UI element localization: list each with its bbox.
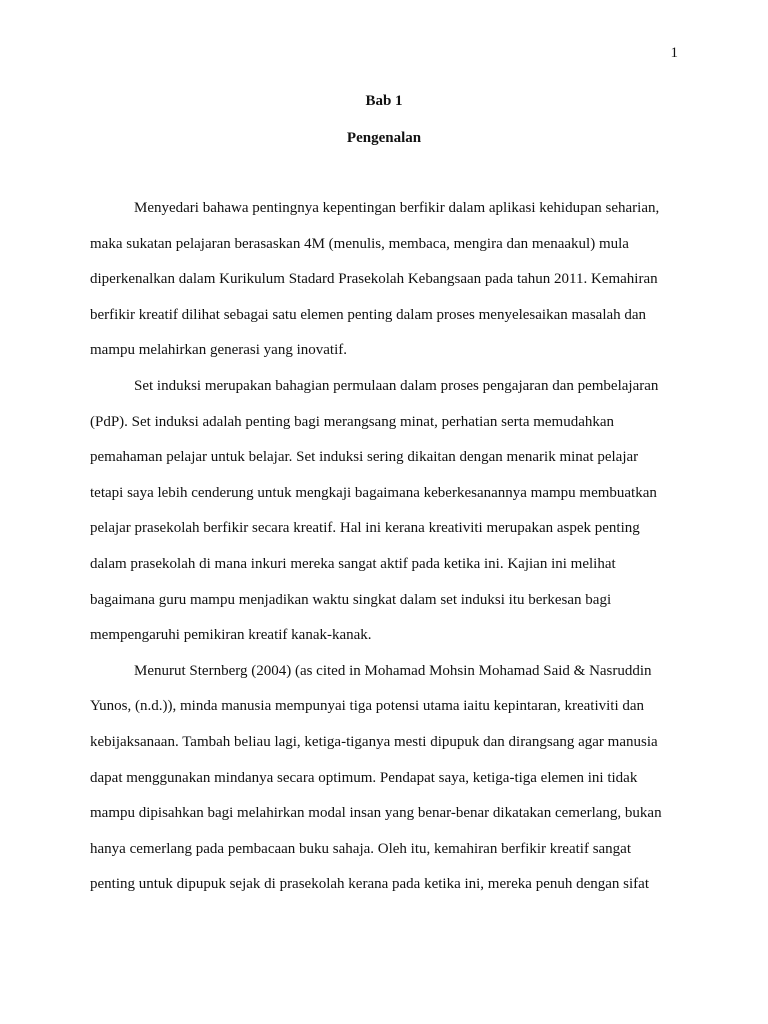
chapter-heading: Bab 1 <box>365 93 403 109</box>
body-text <box>90 200 678 912</box>
text-line: tetapi saya lebih cenderung untuk mengkaji bagaimana keberkesanannya mampu membuatkan <box>90 484 657 501</box>
text-line: Yunos, (n.d.)), minda manusia mempunyai tiga potensi utama iaitu kepintaran, kreativiti dan <box>90 698 645 715</box>
text-line: dalam prasekolah di mana inkuri mereka sangat aktif pada ketika ini. Kajian ini melihat <box>90 555 616 572</box>
text-line: pelajar prasekolah berfikir secara kreatif. Hal ini kerana kreativiti merupakan aspek penting <box>90 520 640 537</box>
text-line: bagaimana guru mampu menjadikan waktu singkat dalam set induksi itu berkesan bagi <box>90 591 612 608</box>
text-line: mampu dipisahkan bagi melahirkan modal insan yang benar-benar dikatakan cemerlang, bukan <box>90 805 662 822</box>
text-line: (PdP). Set induksi adalah penting bagi merangsang minat, perhatian serta memudahkan <box>90 413 615 430</box>
text-line: maka sukatan pelajaran berasaskan 4M (menulis, membaca, mengira dan menaakul) mula <box>90 235 629 252</box>
text-line: penting untuk dipupuk sejak di prasekolah kerana pada ketika ini, mereka penuh dengan sifat <box>90 876 649 893</box>
text-line: pemahaman pelajar untuk belajar. Set induksi sering dikaitan dengan menarik minat pelajar <box>90 449 639 466</box>
text-line: kebijaksanaan. Tambah beliau lagi, ketiga-tiganya mesti dipupuk dan dirangsang agar manusia <box>90 733 658 750</box>
text-line: hanya cemerlang pada pembacaan buku sahaja. Oleh itu, kemahiran berfikir kreatif sangat <box>90 840 632 857</box>
text-line: Set induksi merupakan bahagian permulaan dalam proses pengajaran dan pembelajaran <box>134 377 659 394</box>
text-line: berfikir kreatif dilihat sebagai satu elemen penting dalam proses menyelesaikan masalah dan <box>90 306 647 323</box>
text-line: Menyedari bahawa pentingnya kepentingan berfikir dalam aplikasi kehidupan seharian, <box>134 200 660 216</box>
text-line: diperkenalkan dalam Kurikulum Stadard Prasekolah Kebangsaan pada tahun 2011. Kemahiran <box>90 271 658 288</box>
text-line: dapat menggunakan mindanya secara optimum. Pendapat saya, ketiga-tiga elemen ini tidak <box>90 769 638 786</box>
text-line: mempengaruhi pemikiran kreatif kanak-kanak. <box>90 627 372 644</box>
section-title: Pengenalan <box>346 130 422 146</box>
page-number: 1 <box>670 45 678 61</box>
text-line: mampu melahirkan generasi yang inovatif. <box>90 342 347 359</box>
text-line: Menurut Sternberg (2004) (as cited in Mohamad Mohsin Mohamad Said & Nasruddin <box>134 662 652 679</box>
